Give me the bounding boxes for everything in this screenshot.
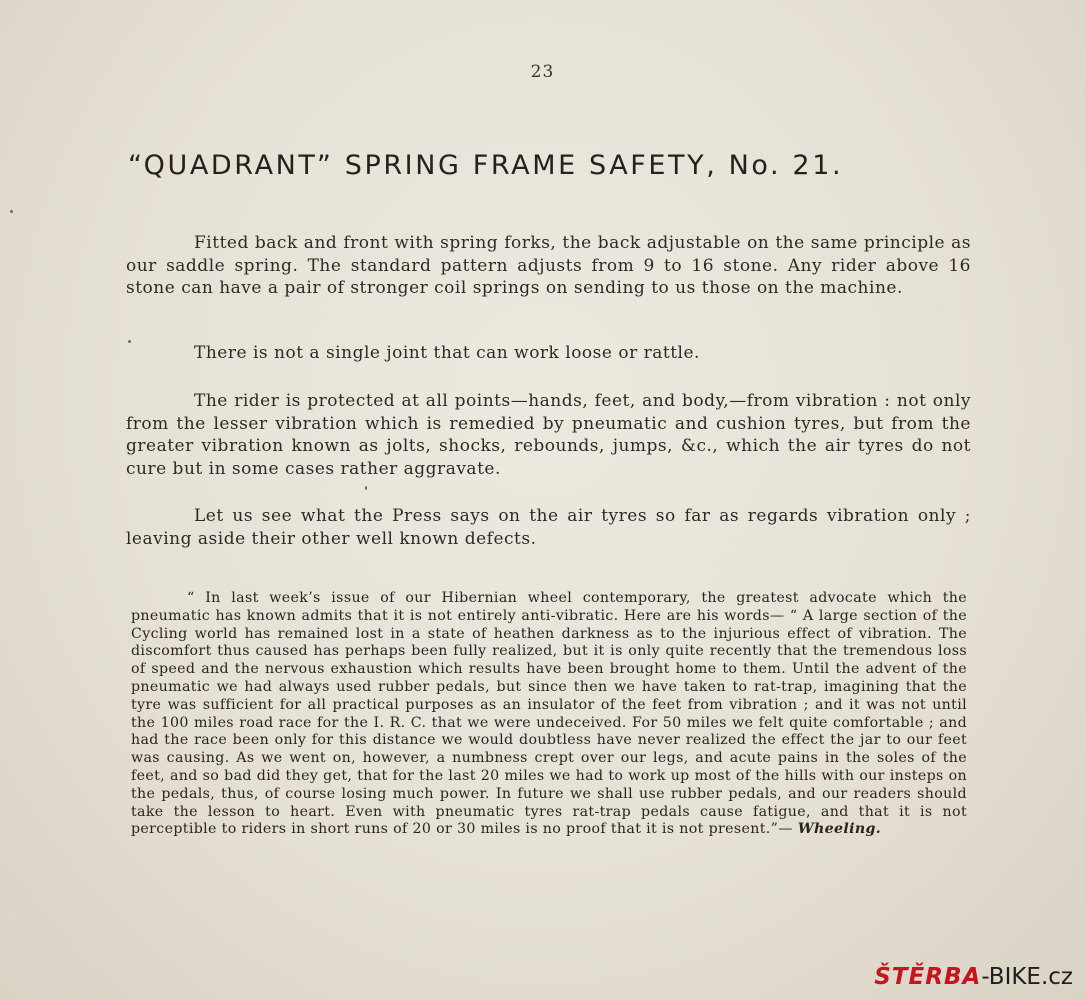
quote-text: “ In last week’s issue of our Hibernian wheel contemporary, the greatest advocate which the pneumatic has known admits that it is not entirely anti-vibratic. Here are his words— “ A large section of the Cycling world has remained lost in a state of heathen darkness as to the injurious effect of vibration. The discomfort thus caused has perhaps been fully realized, but it is only quite recently that the tremendous loss of speed and the nervous exhaustion which results have been brought home to them. Until the advent of the pneumatic we had always used rubber pedals, but since then we have taken to rat-trap, imagining that the tyre was sufficient for all practical purposes as an insulator of the feet from vibration ; and it was not until the 100 miles road race for the I. R. C. that we were undeceived. For 50 miles we felt quite comfortable ; and had the race been only for this distance we would doubtless have never realized the effect the jar to our feet was causing. As we went on, however, a numbness crept over our legs, and acute pains in the soles of the feet, and so bad did they get, that for the last 20 miles we had to work up most of the hills with our insteps on the pedals, thus, of course losing much power. In future we shall use rubber pedals, and our readers should take the lesson to heart. Even with pneumatic tyres rat-trap pedals cause fatigue, and that it is not perceptible to riders in short runs of 20 or 30 miles is no proof that it is not present.”—: [131, 590, 967, 838]
quote-source: Wheeling.: [797, 821, 882, 838]
paragraph-3: The rider is protected at all points—hands, feet, and body,—from vibration : not only from the lesser vibration which is remedied by pneumatic and cushion tyres, but from the greater vibration known as jolts, shocks, rebounds, jumps, &c., which the air tyres do not cure but in some cases rather aggravate.: [126, 391, 971, 479]
paragraph-1: Fitted back and front with spring forks, the back adjustable on the same principle as our saddle spring. The standard pattern adjusts from 9 to 16 stone. Any rider above 16 stone can have a pair of stronger coil springs on sending to us those on the machine.: [126, 233, 971, 298]
paper-speck: [10, 210, 13, 213]
paper-speck: [128, 340, 131, 343]
watermark-logo: [874, 964, 1073, 990]
paragraph-4: Let us see what the Press says on the air tyres so far as regards vibration only ; leaving aside their other well known defects.: [126, 506, 971, 549]
page-title: “QUADRANT” SPRING FRAME SAFETY, No. 21.: [128, 150, 844, 181]
watermark-brand: ŠTĚRBA: [874, 964, 982, 990]
paper-speck: [365, 486, 367, 490]
press-quote: [131, 590, 967, 839]
page-number: 23: [530, 62, 555, 82]
paragraph-2: There is not a single joint that can work loose or rattle.: [194, 343, 700, 363]
watermark-suffix: -BIKE.cz: [981, 964, 1073, 990]
